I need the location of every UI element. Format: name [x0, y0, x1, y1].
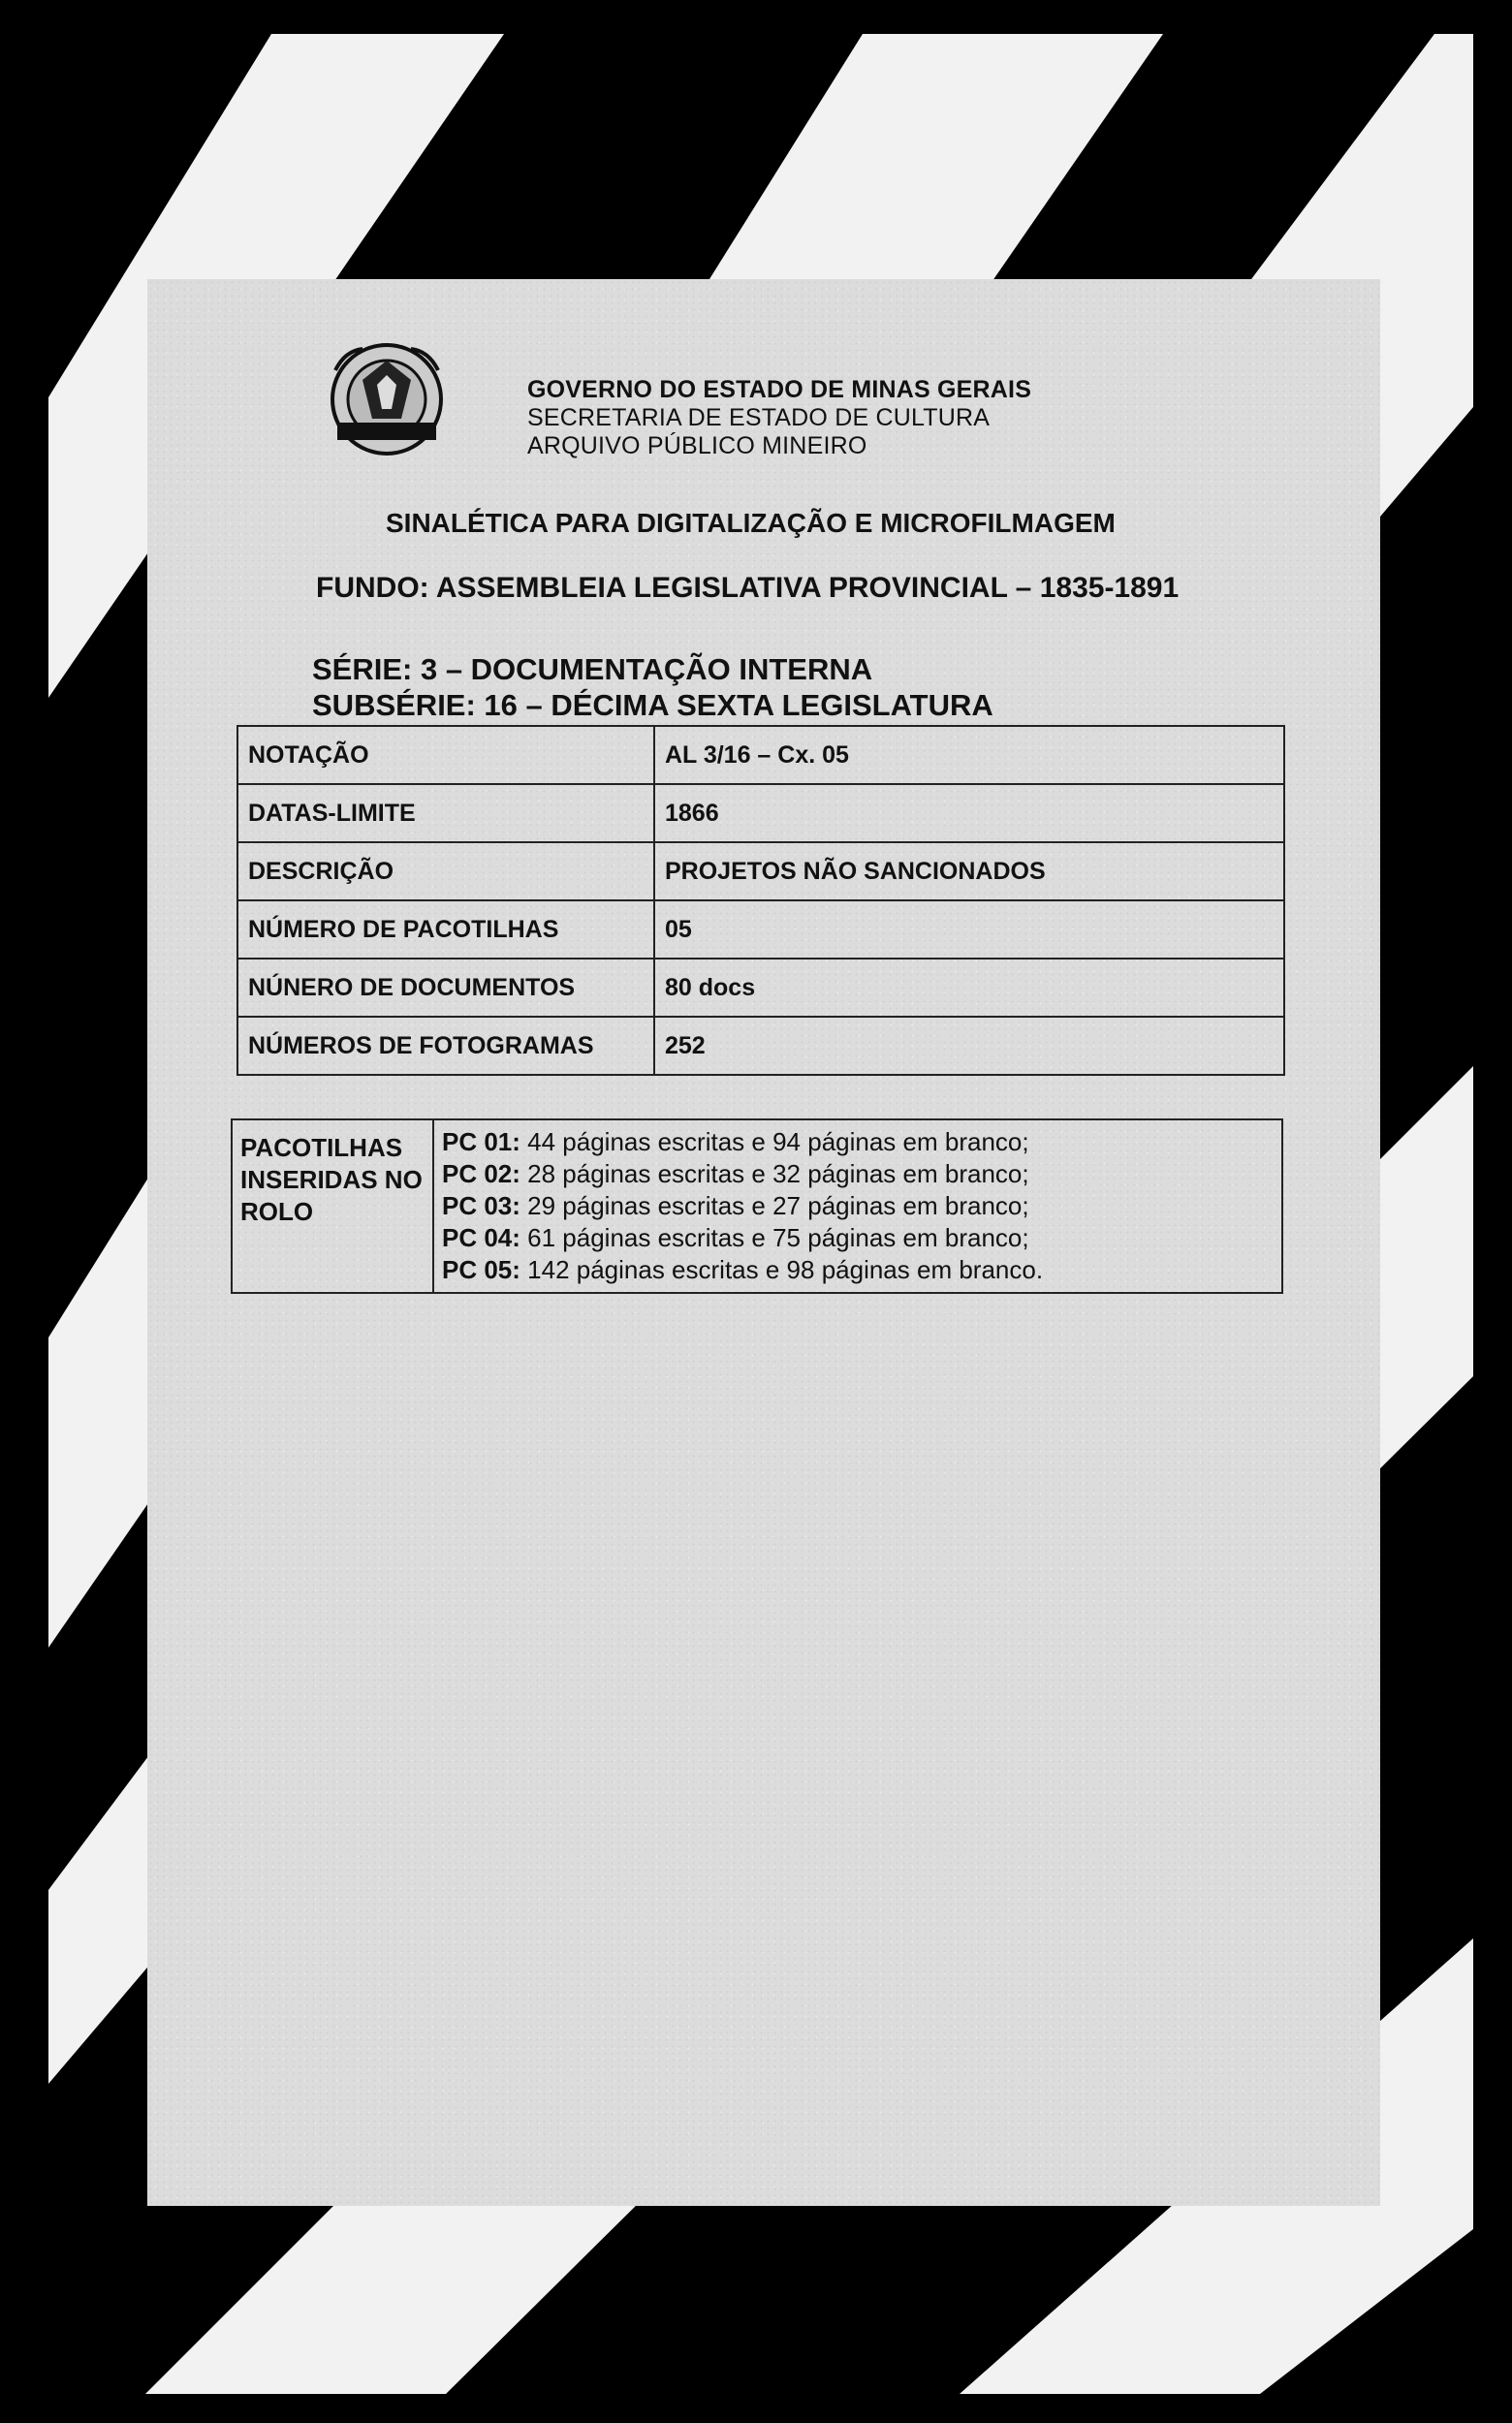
serie-line: SÉRIE: 3 – DOCUMENTAÇÃO INTERNA — [312, 652, 873, 686]
table-row — [237, 900, 1284, 959]
pc-text: 29 páginas escritas e 27 páginas em branco; — [527, 1191, 1029, 1220]
coat-of-arms-icon — [324, 341, 450, 461]
pacotilhas-label: PACOTILHAS INSERIDAS NO ROLO — [232, 1119, 433, 1293]
row-value: 1866 — [654, 784, 1284, 842]
header-government: GOVERNO DO ESTADO DE MINAS GERAIS — [527, 376, 1032, 403]
table-row — [237, 959, 1284, 1017]
header-archive: ARQUIVO PÚBLICO MINEIRO — [527, 432, 867, 459]
list-item — [442, 1190, 1274, 1222]
pc-code: PC 05: — [442, 1255, 520, 1284]
pc-text: 61 páginas escritas e 75 páginas em branco; — [527, 1223, 1029, 1252]
row-label: DATAS-LIMITE — [237, 784, 654, 842]
list-item — [442, 1222, 1274, 1254]
row-value: 05 — [654, 900, 1284, 959]
info-table — [236, 725, 1285, 1076]
row-value: 252 — [654, 1017, 1284, 1075]
subserie-line: SUBSÉRIE: 16 – DÉCIMA SEXTA LEGISLATURA — [312, 688, 993, 722]
row-value: PROJETOS NÃO SANCIONADOS — [654, 842, 1284, 900]
pc-code: PC 04: — [442, 1223, 520, 1252]
pc-text: 28 páginas escritas e 32 páginas em branco; — [527, 1159, 1029, 1188]
list-item — [442, 1158, 1274, 1190]
document-title: SINALÉTICA PARA DIGITALIZAÇÃO E MICROFILMAGEM — [386, 508, 1116, 538]
table-row — [237, 784, 1284, 842]
row-label: NOTAÇÃO — [237, 726, 654, 784]
row-label: NÚMERO DE PACOTILHAS — [237, 900, 654, 959]
document-sheet — [147, 279, 1380, 2206]
row-label: NÚMEROS DE FOTOGRAMAS — [237, 1017, 654, 1075]
pc-code: PC 02: — [442, 1159, 520, 1188]
fundo-line: FUNDO: ASSEMBLEIA LEGISLATIVA PROVINCIAL – 1835-1891 — [316, 572, 1180, 604]
pc-code: PC 03: — [442, 1191, 520, 1220]
pc-text: 44 páginas escritas e 94 páginas em branco; — [527, 1127, 1029, 1156]
table-row — [232, 1119, 1282, 1293]
row-label: NÚNERO DE DOCUMENTOS — [237, 959, 654, 1017]
pacotilhas-list — [433, 1119, 1282, 1293]
table-row — [237, 726, 1284, 784]
pacotilhas-table — [231, 1118, 1283, 1294]
pc-code: PC 01: — [442, 1127, 520, 1156]
pc-text: 142 páginas escritas e 98 páginas em branco. — [527, 1255, 1044, 1284]
series-block — [312, 651, 993, 723]
row-value: 80 docs — [654, 959, 1284, 1017]
table-row — [237, 842, 1284, 900]
table-row — [237, 1017, 1284, 1075]
row-label: DESCRIÇÃO — [237, 842, 654, 900]
list-item — [442, 1254, 1274, 1286]
institution-header — [527, 376, 1031, 460]
list-item — [442, 1126, 1274, 1158]
header-secretariat: SECRETARIA DE ESTADO DE CULTURA — [527, 404, 991, 431]
row-value: AL 3/16 – Cx. 05 — [654, 726, 1284, 784]
